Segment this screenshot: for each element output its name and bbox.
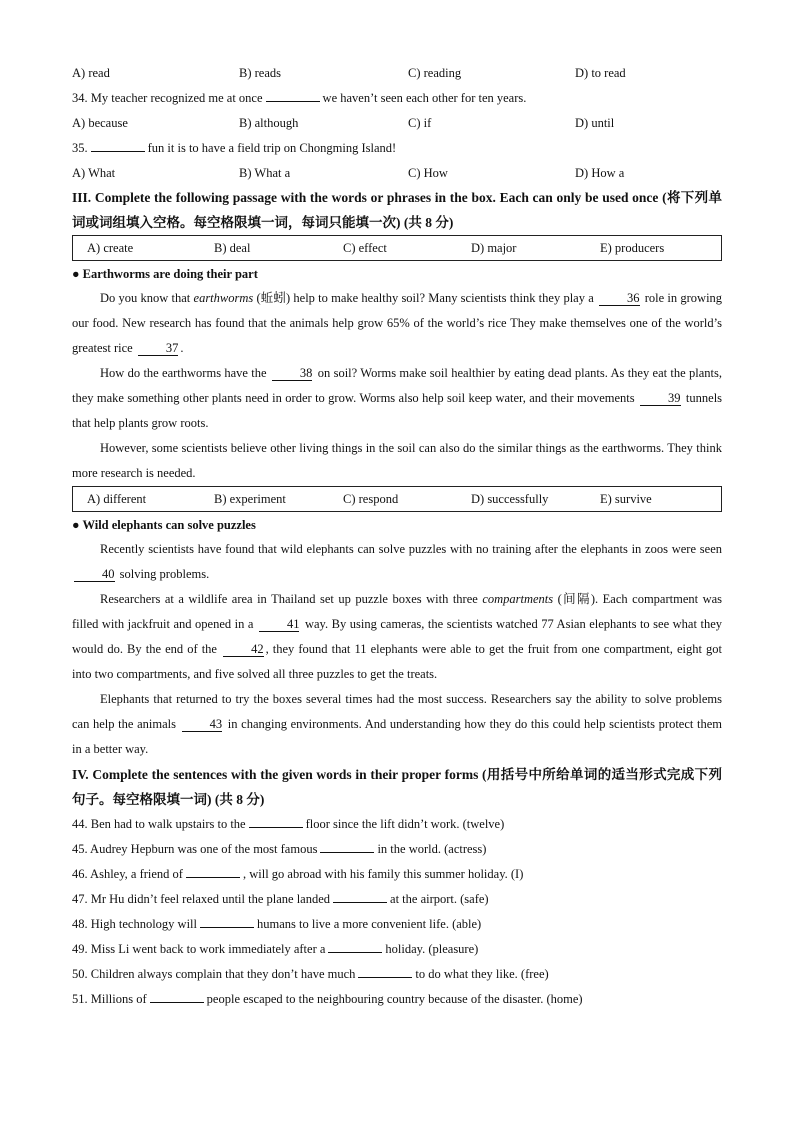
passage-1-title: ● Earthworms are doing their part <box>72 267 258 281</box>
text: to do what they like. (free) <box>415 967 549 981</box>
text: on soil? Worms make soil healthier by eating dead plants. As they eat the plants, they make something other plants need in order to grow. Worms also help soil keep water, and their movements <box>72 366 723 405</box>
blank-41: 41 <box>259 617 300 632</box>
text: floor since the lift didn’t work. (twelve) <box>305 817 505 831</box>
question-51 <box>72 991 583 1007</box>
text: in changing environments. And understanding how they do this could help scientists protect them in a better way. <box>72 717 723 756</box>
passage-2 <box>72 537 722 762</box>
text: 48. High technology will <box>72 917 197 931</box>
q49-blank <box>328 941 382 953</box>
q35-text-after: fun it is to have a field trip on Chongming Island! <box>147 141 397 155</box>
passage-1-paragraph-2 <box>72 361 722 436</box>
q34-options <box>72 115 732 131</box>
q50-blank <box>358 966 412 978</box>
word-box-1 <box>72 235 722 261</box>
text: in the world. (actress) <box>377 842 487 856</box>
q34-option-b: B) although <box>239 116 299 130</box>
q35-option-c: C) How <box>408 166 448 180</box>
word-box-1-option-e: E) producers <box>600 241 665 255</box>
passage-2-title: ● Wild elephants can solve puzzles <box>72 518 256 532</box>
text: Do you know that <box>100 291 191 305</box>
text: role in growing our food. New research has found that the animals help grow 65% of the world’s rice They make themselves one of the world’s greatest rice <box>72 291 723 355</box>
q35-option-d: D) How a <box>575 166 625 180</box>
q35-blank <box>91 140 145 152</box>
blank-36: 36 <box>599 291 640 306</box>
text: (蚯蚓) help to make healthy soil? Many scientists think they play a <box>256 291 594 305</box>
text: , they found that 11 elephants were able to get the fruit from one compartment, eight got into two compartments, and five solved all three puzzles to get the treats. <box>72 642 723 681</box>
word-box-2-option-a: A) different <box>87 492 147 506</box>
word-box-2-option-e: E) survive <box>600 492 652 506</box>
blank-43: 43 <box>182 717 223 732</box>
text: way. By using cameras, the scientists watched 77 Asian elephants to see what they would do. By the end of the <box>72 617 722 656</box>
text: 44. Ben had to walk upstairs to the <box>72 817 246 831</box>
word-box-2-option-b: B) experiment <box>214 492 286 506</box>
passage-1-paragraph-1 <box>72 286 722 361</box>
blank-42: 42 <box>223 642 264 657</box>
text: 50. Children always complain that they don’t have much <box>72 967 356 981</box>
q45-blank <box>320 841 374 853</box>
term: compartments <box>482 592 554 606</box>
section-4-heading: IV. Complete the sentences with the given words in their proper forms (用括号中所给单词的适当形式完成下列句子。每空格限填一词) (共 8 分) <box>72 767 722 807</box>
word-box-2 <box>72 486 722 512</box>
q44-blank <box>249 816 303 828</box>
q34-blank <box>266 90 320 102</box>
question-47 <box>72 891 489 907</box>
text: 45. Audrey Hepburn was one of the most famous <box>72 842 318 856</box>
text: humans to live a more convenient life. (able) <box>257 917 482 931</box>
passage-1 <box>72 286 722 486</box>
q33-option-a: A) read <box>72 66 110 80</box>
text: . <box>180 341 184 355</box>
text: at the airport. (safe) <box>390 892 489 906</box>
text: 49. Miss Li went back to work immediately after a <box>72 942 326 956</box>
q34-text-before: 34. My teacher recognized me at once <box>72 91 263 105</box>
text: How do the earthworms have the <box>100 366 267 380</box>
q34-option-c: C) if <box>408 116 432 130</box>
text: 51. Millions of <box>72 992 147 1006</box>
q35-option-a: A) What <box>72 166 116 180</box>
blank-39: 39 <box>640 391 681 406</box>
q35-text-before: 35. <box>72 141 88 155</box>
text: , will go abroad with his family this summer holiday. (I) <box>242 867 524 881</box>
q35-option-b: B) What a <box>239 166 291 180</box>
q34-option-d: D) until <box>575 116 615 130</box>
question-48 <box>72 916 481 932</box>
text: people escaped to the neighbouring country because of the disaster. (home) <box>206 992 583 1006</box>
text: Researchers at a wildlife area in Thailand set up puzzle boxes with three <box>100 592 478 606</box>
q34-option-a: A) because <box>72 116 128 130</box>
text: 46. Ashley, a friend of <box>72 867 183 881</box>
question-45 <box>72 841 486 857</box>
q48-blank <box>200 916 254 928</box>
term: earthworms <box>193 291 254 305</box>
q34-text-after: we haven’t seen each other for ten years. <box>322 91 527 105</box>
passage-1-paragraph-3: However, some scientists believe other living things in the soil can also do the similar things as the earthworms. They think more research is needed. <box>72 441 722 480</box>
q33-option-c: C) reading <box>408 66 462 80</box>
text: Elephants that returned to try the boxes several times had the most success. Researchers say the ability to solve problems can help the animals <box>72 692 722 731</box>
text: holiday. (pleasure) <box>385 942 479 956</box>
q51-blank <box>150 991 204 1003</box>
question-46 <box>72 866 523 882</box>
q33-option-d: D) to read <box>575 66 626 80</box>
text: Recently scientists have found that wild elephants can solve puzzles with no training after the elephants in zoos were seen <box>100 542 722 556</box>
question-34 <box>72 90 526 106</box>
q33-options <box>72 65 732 81</box>
word-box-2-option-d: D) successfully <box>471 492 549 506</box>
text: 47. Mr Hu didn’t feel relaxed until the plane landed <box>72 892 331 906</box>
text: (间隔). Each compartment was filled with jackfruit and opened in a <box>72 592 723 631</box>
passage-2-paragraph-2 <box>72 587 722 687</box>
word-box-2-option-c: C) respond <box>343 492 399 506</box>
word-box-1-option-a: A) create <box>87 241 134 255</box>
blank-40: 40 <box>74 567 115 582</box>
text: solving problems. <box>119 567 210 581</box>
question-49 <box>72 941 478 957</box>
word-box-1-option-c: C) effect <box>343 241 387 255</box>
question-35 <box>72 140 396 156</box>
blank-38: 38 <box>272 366 313 381</box>
passage-2-paragraph-1 <box>72 537 722 587</box>
q33-option-b: B) reads <box>239 66 281 80</box>
text: tunnels that help plants grow roots. <box>72 391 723 430</box>
passage-2-paragraph-3 <box>72 687 722 762</box>
q35-options <box>72 165 732 181</box>
word-box-1-option-b: B) deal <box>214 241 251 255</box>
question-44 <box>72 816 504 832</box>
word-box-1-option-d: D) major <box>471 241 517 255</box>
q46-blank <box>186 866 240 878</box>
question-50 <box>72 966 549 982</box>
q47-blank <box>333 891 387 903</box>
section-3-heading: III. Complete the following passage with the words or phrases in the box. Each can only be used once (将下列单词或词组填入空格。每空格限填一词，每词只能填一次) (共 8 分) <box>72 190 722 230</box>
blank-37: 37 <box>138 341 179 356</box>
